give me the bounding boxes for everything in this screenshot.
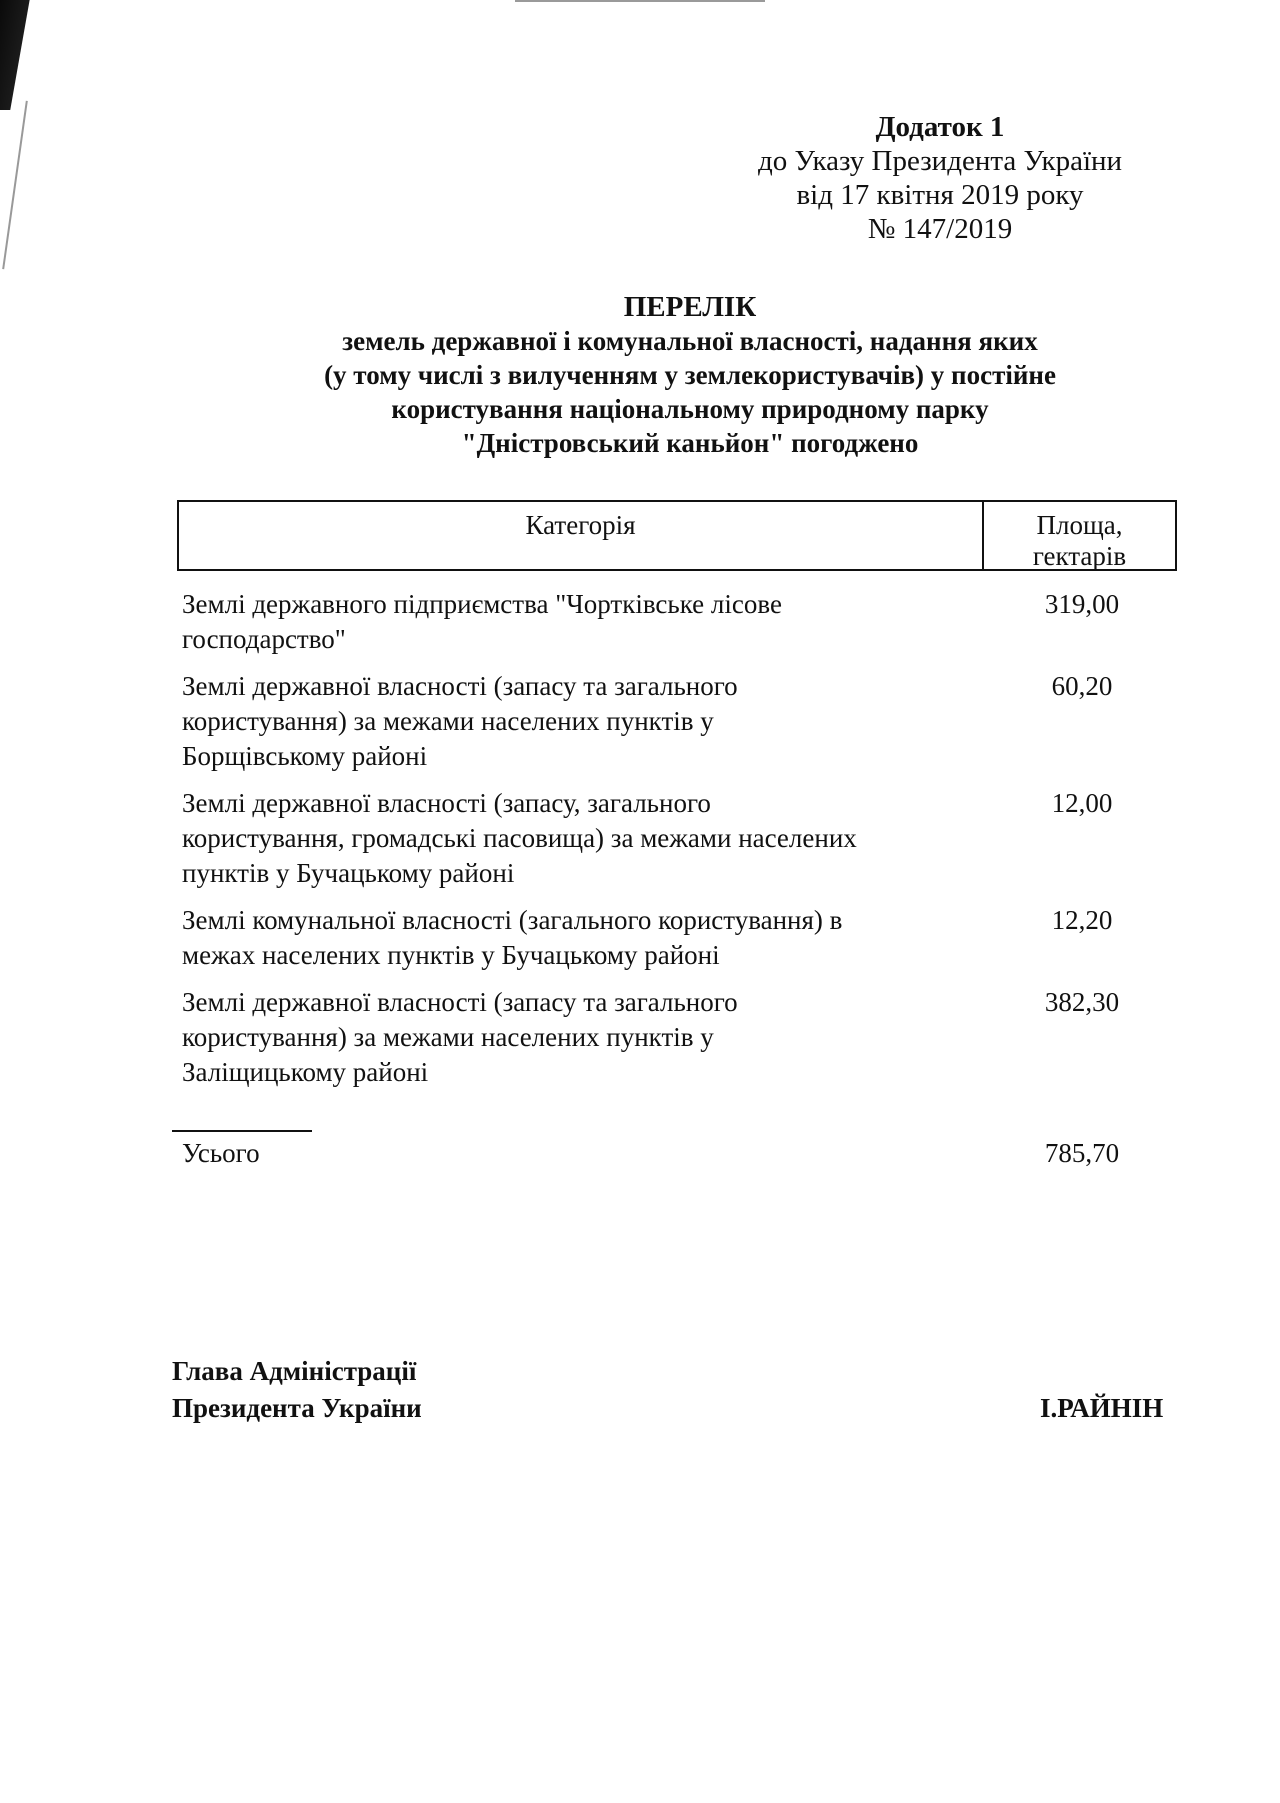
row-category — [182, 669, 972, 774]
heading-line: земель державної і комунальної власності, надання яких — [342, 326, 1038, 356]
scan-edge-line — [2, 101, 28, 270]
table-row — [182, 587, 1182, 657]
table-header — [177, 500, 1177, 571]
header-area — [982, 510, 1177, 572]
signatory-title — [172, 1353, 672, 1427]
document-heading — [230, 290, 1150, 460]
table-body — [182, 587, 1182, 1102]
row-category-line: господарство" — [182, 624, 346, 654]
row-area: 319,00 — [1044, 589, 1120, 619]
row-category — [182, 903, 972, 973]
header-category: Категорія — [525, 510, 636, 540]
table-row — [182, 669, 1182, 774]
row-category-line: Землі державної власності (запасу та загального — [182, 671, 738, 701]
scan-top-line — [515, 0, 765, 2]
table-row — [182, 903, 1182, 973]
row-category-line: користування) за межами населених пунктів у — [182, 1022, 714, 1052]
row-category-line: користування, громадські пасовища) за межами населених — [182, 823, 857, 853]
row-area: 382,30 — [1044, 987, 1120, 1017]
row-category-line: Землі державного підприємства "Чортківське лісове — [182, 589, 782, 619]
table-row — [182, 786, 1182, 891]
row-area: 60,20 — [1051, 671, 1113, 701]
heading-line: користування національному природному парку — [391, 394, 989, 424]
row-category-line: користування) за межами населених пунктів у — [182, 706, 714, 736]
row-area: 12,20 — [1051, 905, 1113, 935]
signatory-name: І.РАЙНІН — [1040, 1393, 1164, 1423]
appendix-line: до Указу Президента України — [757, 145, 1123, 177]
signatory-title-line: Глава Адміністрації — [172, 1356, 417, 1386]
total-value: 785,70 — [1044, 1138, 1120, 1168]
row-category-line: Землі державної власності (запасу та загального — [182, 987, 738, 1017]
row-category-line: Борщівському районі — [182, 741, 428, 771]
heading-line: (у тому числі з вилученням у землекористувачів) у постійне — [324, 360, 1056, 390]
row-category — [182, 786, 972, 891]
appendix-title: Додаток 1 — [875, 111, 1005, 143]
row-category — [182, 985, 972, 1090]
row-area: 12,00 — [1051, 788, 1113, 818]
appendix-line: № 147/2019 — [867, 213, 1013, 245]
total-rule — [172, 1130, 312, 1132]
signatory-title-line: Президента України — [172, 1393, 422, 1423]
heading-line: "Дністровський каньйон" погоджено — [461, 428, 919, 458]
table-row — [182, 985, 1182, 1090]
appendix-line: від 17 квітня 2019 року — [796, 179, 1084, 211]
row-category — [182, 587, 972, 657]
row-category-line: Землі державної власності (запасу, загального — [182, 788, 711, 818]
appendix-block — [700, 110, 1180, 246]
heading-title: ПЕРЕЛІК — [623, 291, 757, 323]
row-category-line: межах населених пунктів у Бучацькому районі — [182, 940, 720, 970]
total-label: Усього — [182, 1138, 260, 1168]
header-area-line: Площа, — [1036, 510, 1123, 540]
row-category-line: Заліщицькому районі — [182, 1057, 429, 1087]
header-area-line: гектарів — [1032, 541, 1127, 571]
row-category-line: пунктів у Бучацькому районі — [182, 858, 515, 888]
scan-page-edge — [0, 0, 34, 110]
row-category-line: Землі комунальної власності (загального користування) в — [182, 905, 843, 935]
